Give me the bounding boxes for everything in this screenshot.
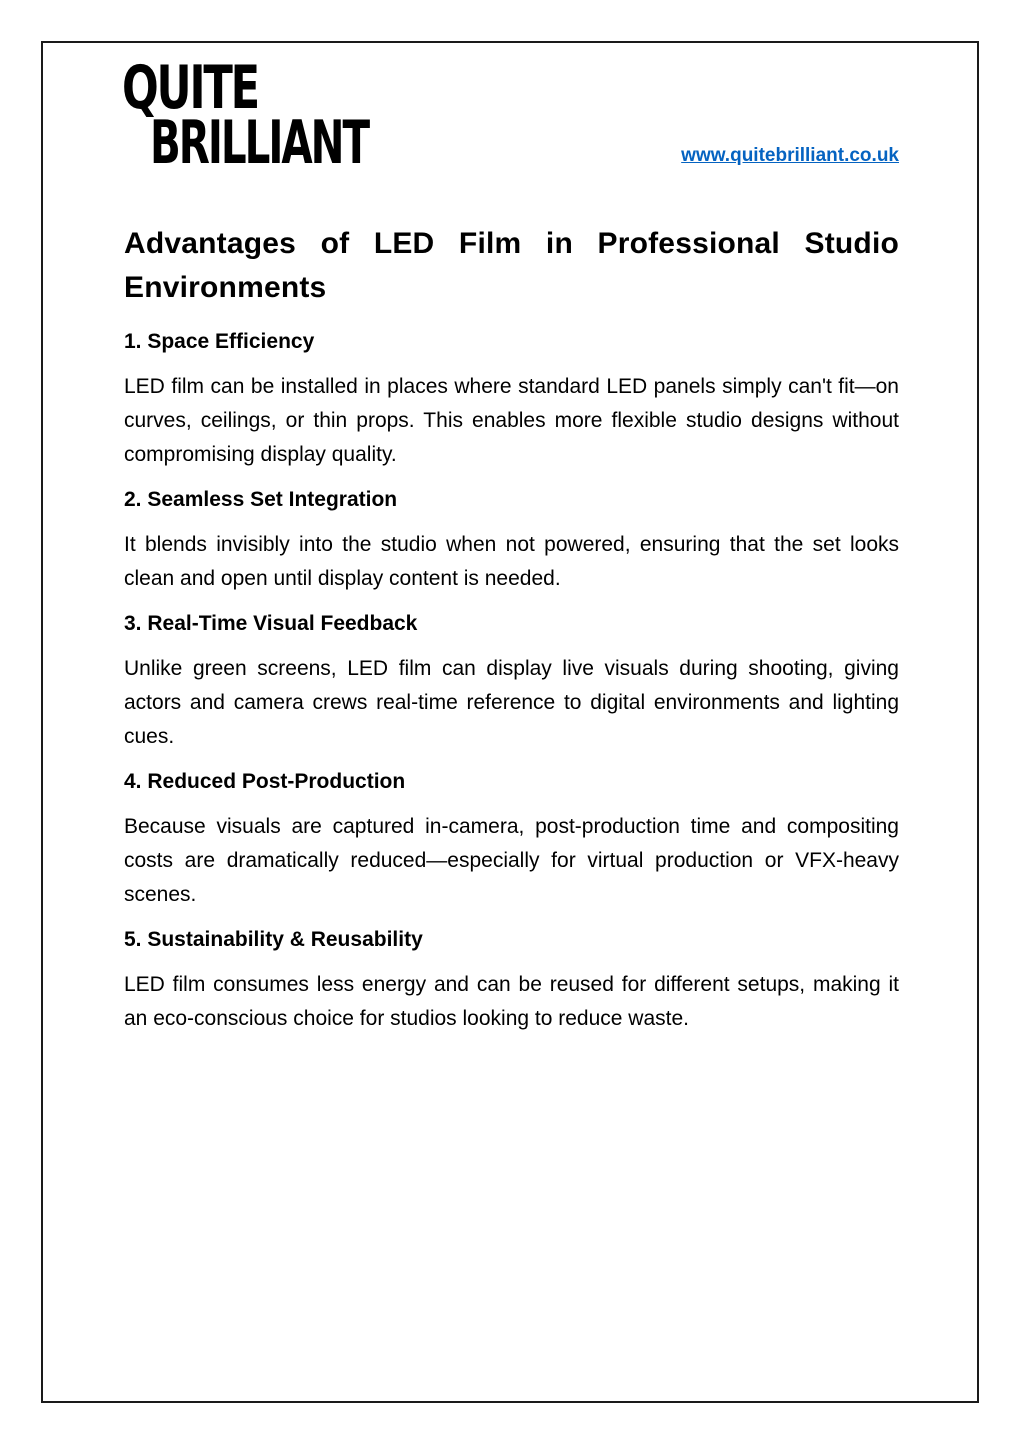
section-heading: 2. Seamless Set Integration xyxy=(124,488,398,511)
section-heading: 4. Reduced Post-Production xyxy=(124,770,406,793)
logo-line-2: BRILLIANT xyxy=(150,108,371,178)
section-body: Because visuals are captured in-camera, post-production time and compositing costs are dramatically reduced—especially for virtual production or VFX-heavy scenes. xyxy=(124,815,899,906)
section-sustainability-reusability xyxy=(124,925,899,1036)
document-content xyxy=(124,222,899,1049)
section-body: Unlike green screens, LED film can display live visuals during shooting, giving actors and camera crews real-time reference to digital environments and lighting cues. xyxy=(124,657,899,748)
section-body: LED film can be installed in places where standard LED panels simply can't fit—on curves, ceilings, or thin props. This enables more flexible studio designs without compromising display quality. xyxy=(124,375,899,466)
section-seamless-set-integration xyxy=(124,485,899,596)
brand-logo-graphic xyxy=(122,53,371,178)
document-title: Advantages of LED Film in Professional Studio Environments xyxy=(124,227,899,304)
section-heading: 5. Sustainability & Reusability xyxy=(124,928,423,951)
section-reduced-post-production xyxy=(124,767,899,912)
section-heading: 3. Real-Time Visual Feedback xyxy=(124,612,418,635)
section-body: LED film consumes less energy and can be reused for different setups, making it an eco-conscious choice for studios looking to reduce waste. xyxy=(124,973,899,1030)
section-real-time-visual-feedback xyxy=(124,609,899,754)
section-space-efficiency xyxy=(124,327,899,472)
section-heading: 1. Space Efficiency xyxy=(124,330,315,353)
section-body: It blends invisibly into the studio when not powered, ensuring that the set looks clean and open until display content is needed. xyxy=(124,533,899,590)
logo-line-1: QUITE xyxy=(122,53,258,123)
website-link[interactable]: www.quitebrilliant.co.uk xyxy=(681,145,899,166)
brand-logo xyxy=(122,53,371,178)
